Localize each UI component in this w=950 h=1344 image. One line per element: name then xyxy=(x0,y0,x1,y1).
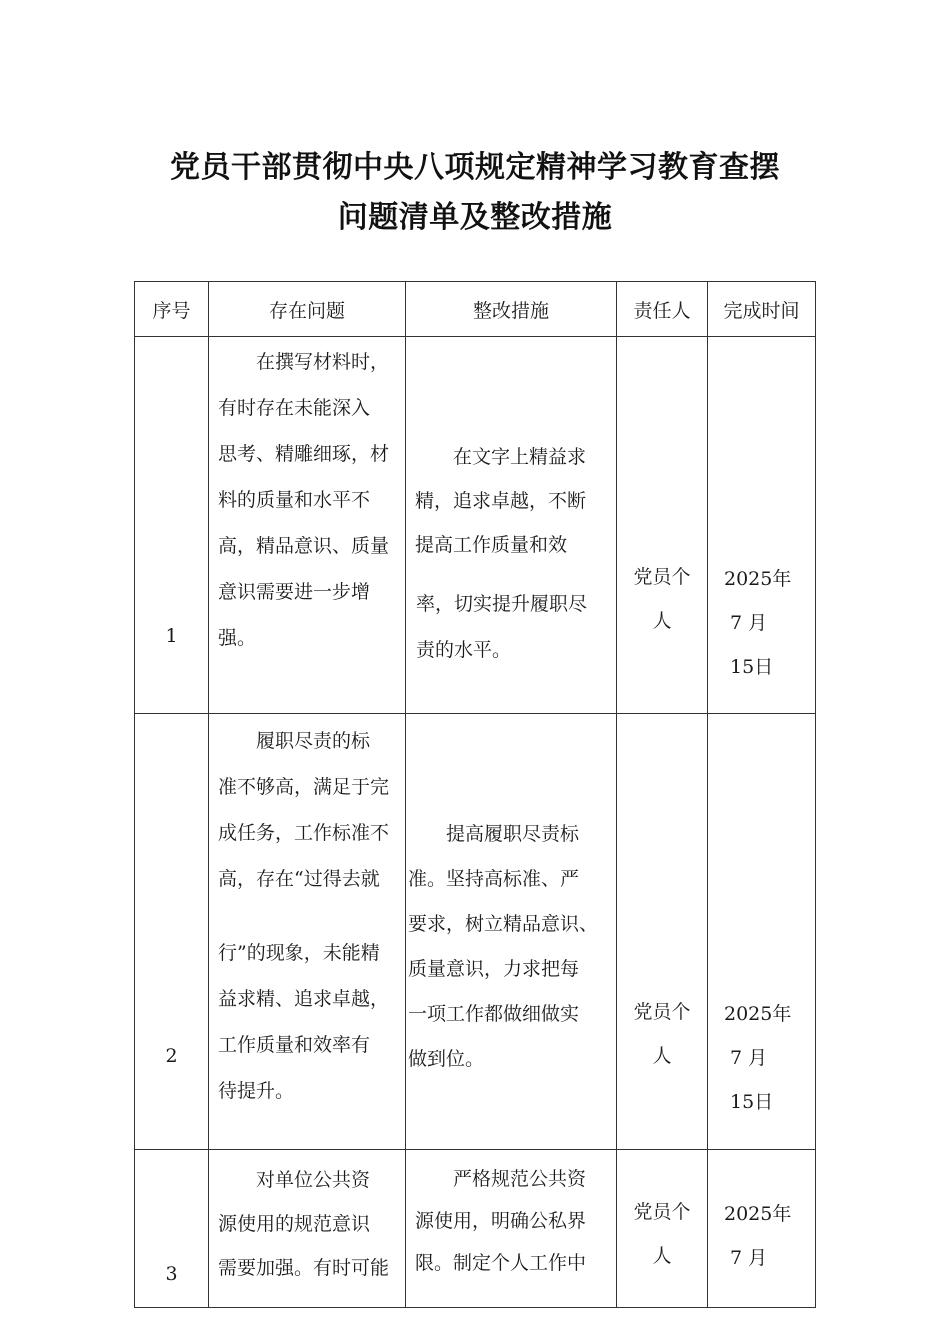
row-index: 3 xyxy=(165,1263,178,1285)
problem-cell xyxy=(209,337,406,714)
document-title-line-2: 问题清单及整改措施 xyxy=(337,200,613,235)
row-index: 1 xyxy=(165,625,178,647)
problem-text-continued: 行”的现象，未能精 益求精、追求卓越， 工作质量和效率有 待提升。 xyxy=(218,942,390,1102)
owner-cell xyxy=(617,337,708,714)
deadline-text: 2025年 7 月 15日 xyxy=(724,568,792,678)
problem-cell xyxy=(209,1150,406,1308)
document-title-line-1: 党员干部贯彻中央八项规定精神学习教育查摆 xyxy=(170,150,780,185)
row-index-cell xyxy=(135,714,209,1150)
header-owner: 责任人 xyxy=(617,282,708,337)
measure-text-continued: 率，切实提升履职尽 责的水平。 xyxy=(416,593,588,661)
owner-cell xyxy=(617,714,708,1150)
deadline-cell xyxy=(708,1150,816,1308)
rectification-table xyxy=(134,281,816,1308)
owner-text: 党员个 人 xyxy=(633,1201,691,1267)
table-row xyxy=(135,714,816,1150)
measure-text: 在文字上精益求 精，追求卓越，不断 提高工作质量和效 xyxy=(415,446,587,556)
deadline-cell xyxy=(708,337,816,714)
problem-text: 对单位公共资 源使用的规范意识 需要加强。有时可能 xyxy=(218,1169,390,1279)
deadline-cell xyxy=(708,714,816,1150)
problem-text: 在撰写材料时， 有时存在未能深入 思考、精雕细琢，材 料的质量和水平不 高，精品意识、质量 意识需要进一步增 强。 xyxy=(218,351,390,649)
owner-text: 党员个 人 xyxy=(633,1001,691,1067)
owner-text: 党员个 人 xyxy=(633,566,691,632)
row-index: 2 xyxy=(165,1045,178,1067)
row-index-cell xyxy=(135,337,209,714)
problem-text: 履职尽责的标 准不够高，满足于完 成任务，工作标准不 高，存在“过得去就 xyxy=(218,730,390,890)
measure-cell xyxy=(406,1150,617,1308)
problem-cell xyxy=(209,714,406,1150)
table-header-row xyxy=(135,282,816,337)
deadline-text: 2025年 7 月 15日 xyxy=(724,1003,792,1113)
measure-text: 严格规范公共资 源使用，明确公私界 限。制定个人工作中 xyxy=(415,1168,587,1274)
measure-cell xyxy=(406,337,617,714)
table-row xyxy=(135,1150,816,1308)
header-deadline: 完成时间 xyxy=(708,282,816,337)
measure-cell xyxy=(406,714,617,1150)
header-index: 序号 xyxy=(135,282,209,337)
deadline-text: 2025年 7 月 xyxy=(724,1203,792,1269)
header-problem: 存在问题 xyxy=(209,282,406,337)
measure-text: 提高履职尽责标 准。坚持高标准、严 要求，树立精品意识、 质量意识，力求把每 一项工作都做细做实 做到位。 xyxy=(408,823,599,1070)
header-measure: 整改措施 xyxy=(406,282,617,337)
owner-cell xyxy=(617,1150,708,1308)
row-index-cell xyxy=(135,1150,209,1308)
table-row xyxy=(135,337,816,714)
